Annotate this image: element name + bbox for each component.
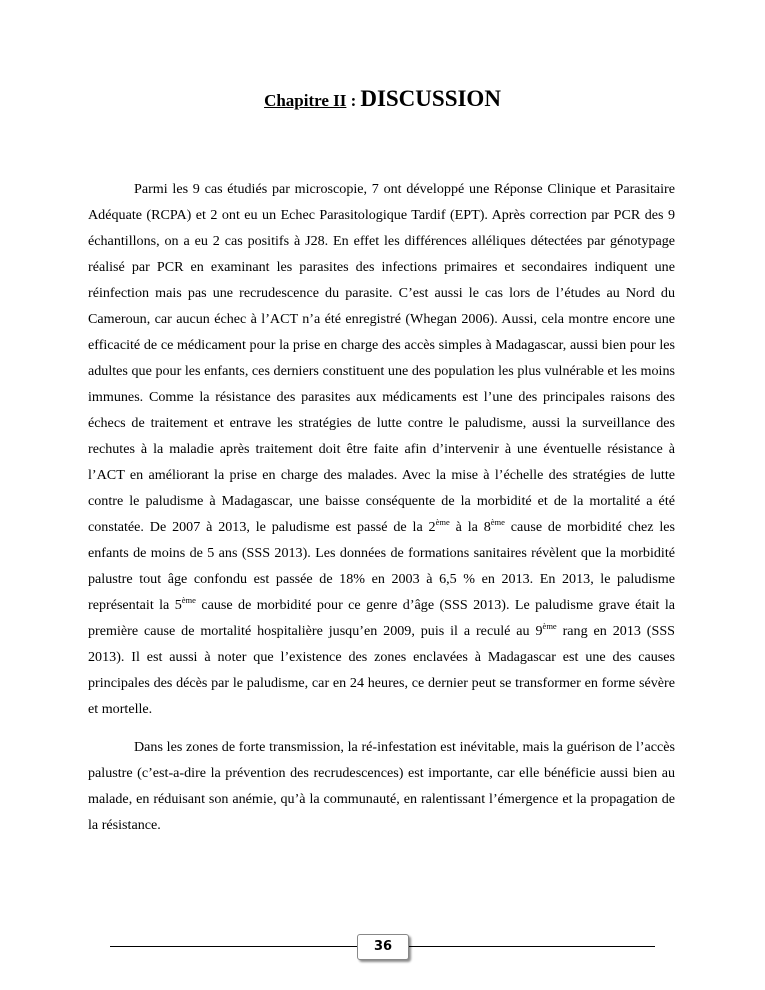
paragraph-2: Dans les zones de forte transmission, la ré-infestation est inévitable, mais la guérison de l’accès palustre (c’est-a-dire la prévention des recrudescences) est importante, car elle bénéficie aussi bien au malade, en réduisant son anémie, qu’à la communauté, en ralentissant l’émergence et la propagation de la résistance.: [88, 739, 675, 833]
superscript-ordinal: ème: [542, 621, 557, 631]
paragraph-1-part-4: cause de morbidité pour ce genre d’âge (SSS 2013). Le paludisme grave était la première cause de mortalité hospitalière jusqu’en 2009, puis il a reculé au 9: [88, 597, 676, 639]
chapter-separator: :: [346, 91, 357, 110]
superscript-ordinal: ème: [490, 517, 505, 527]
page-number-badge: [357, 934, 409, 960]
paragraph-1-part-2: à la 8: [449, 519, 491, 535]
paragraph-1-part-5: rang en 2013 (SSS 2013). Il est aussi à noter que l’existence des zones enclavées à Madagascar est une des causes principales des décès par le paludisme, car en 24 heures, ce dernier peut se transformer en forme sévère et mortelle.: [88, 623, 676, 717]
superscript-ordinal: ème: [181, 595, 196, 605]
chapter-heading: [0, 86, 765, 112]
paragraph-1-part-1: Parmi les 9 cas étudiés par microscopie, 7 ont développé une Réponse Clinique et Parasitaire Adéquate (RCPA) et 2 ont eu un Echec Parasitologique Tardif (EPT). Après correction par PCR des 9 échantillons, on a eu 2 cas positifs à J28. En effet les différences alléliques détectées par génotypage réalisé par PCR en examinant les parasites des infections primaires et secondaires indiquent une réinfection mais pas une recrudescence du parasite. C’est aussi le cas lors de l’études au Nord du Cameroun, car aucun échec à l’ACT n’a été enregistré (Whegan 2006). Aussi, cela montre encore une efficacité de ce médicament pour la prise en charge des accès simples à Madagascar, aussi bien pour les adultes que pour les enfants, ces derniers constituent une des population les plus vulnérable et les moins immunes. Comme la résistance des parasites aux médicaments est l’une des principales raisons des échecs de traitement et entrave les stratégies de lutte contre le paludisme, aussi la surveillance des rechutes à la maladie après traitement doit être faite afin d’intervenir à une éventuelle résistance à l’ACT en améliorant la prise en charge des malades. Avec la mise à l’échelle des stratégies de lutte contre le paludisme à Madagascar, une baisse conséquente de la morbidité et de la mortalité a été constatée. De 2007 à 2013, le paludisme est passé de la 2: [88, 181, 675, 535]
superscript-ordinal: ème: [435, 517, 450, 527]
paragraph-1-part-3: cause de morbidité chez les enfants de moins de 5 ans (SSS 2013). Les données de formations sanitaires révèlent que la morbidité palustre tout âge confondu est passée de 18% en 2003 à 6,5 % en 2013. En 2013, le paludisme représentait la 5: [88, 519, 676, 613]
page-number: 36: [373, 939, 393, 954]
paragraph-1: [88, 176, 675, 722]
body-text: [88, 176, 675, 838]
chapter-label: Chapitre II: [264, 91, 347, 110]
chapter-title: DISCUSSION: [360, 86, 501, 111]
